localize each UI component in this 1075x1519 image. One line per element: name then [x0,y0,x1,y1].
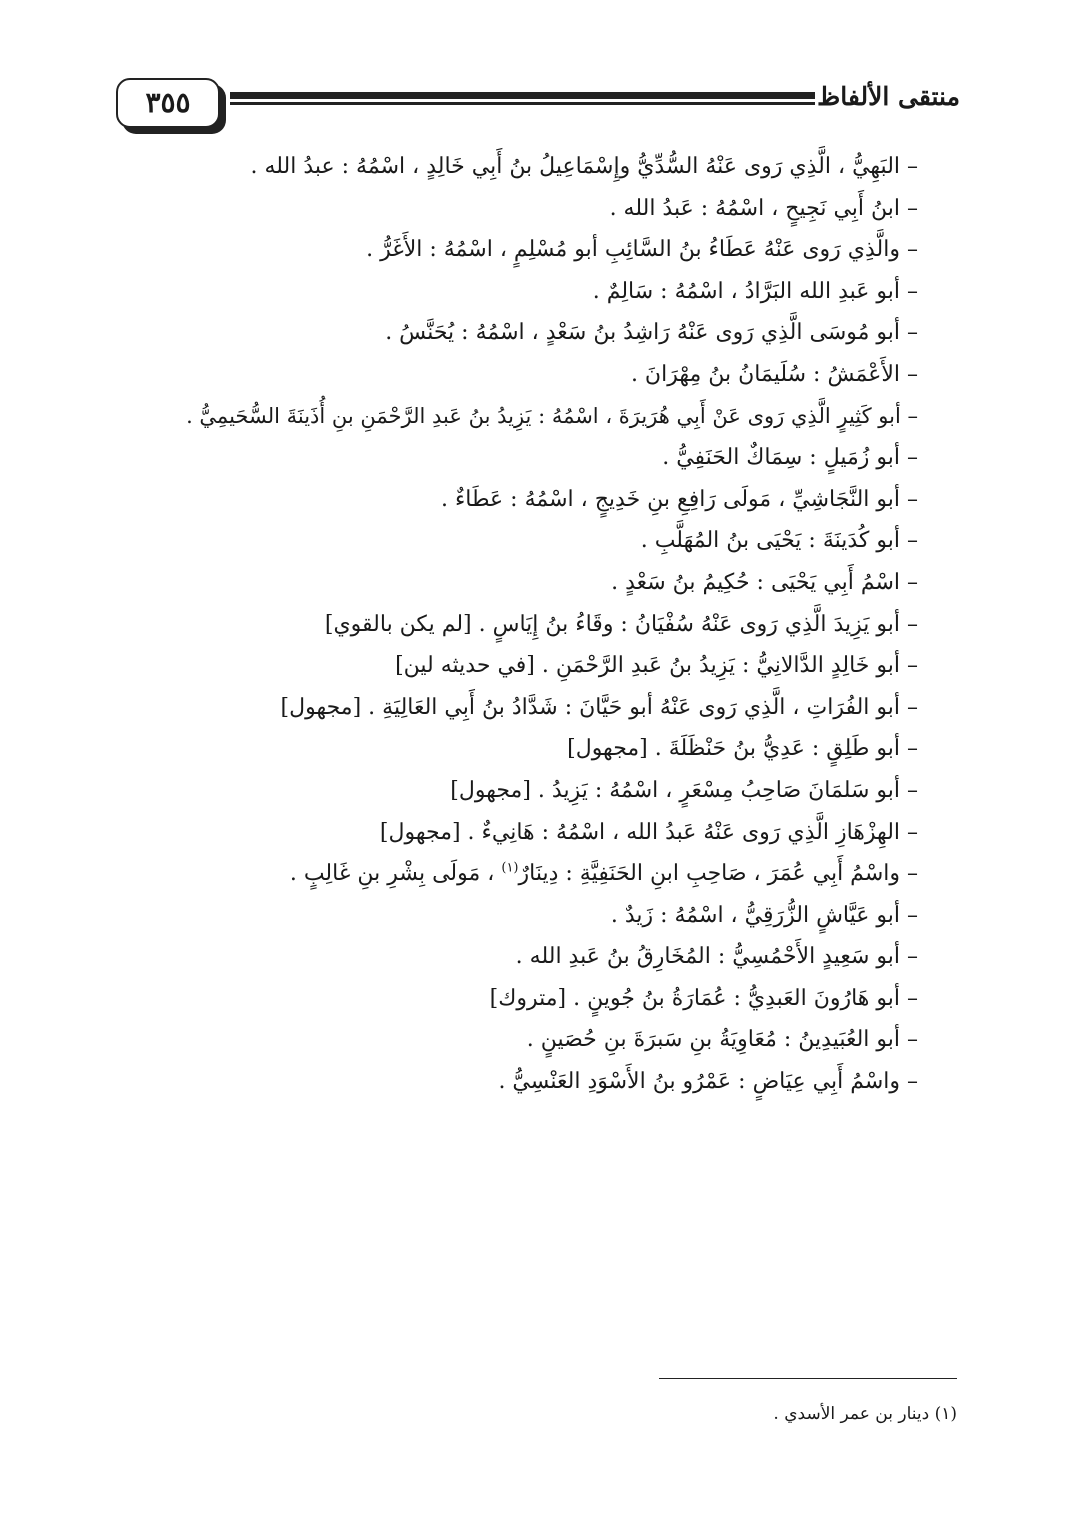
narrator-entry: – أبو سَلمَانَ صَاحِبُ مِسْعَرٍ ، اسْمُهُ : يَزِيدُ . [مجهول] [450,777,918,803]
page-number: ٣٥٥ [116,78,220,128]
page-header [108,70,960,132]
narrator-entry: – أبو سَعِيدٍ الأَحْمُسِيُّ : المُخَارِقُ بنُ عَبدِ الله . [515,944,918,970]
narrator-entry: – أبو خَالِدٍ الدَّالانِيُّ : يَزِيدُ بنُ عَبدِ الرَّحْمَنِ . [في حديثه لين] [395,653,918,679]
narrator-entry: – أبو كُدَينَةَ : يَحْيَى بنُ المُهَلَّبِ . [640,528,918,554]
narrator-entry: – أبو كَثِيرٍ الَّذِي رَوى عَنْ أَبِي هُرَيرَةَ ، اسْمُهُ : يَزِيدُ بنُ عَبدِ الرَّحْمَنِ بنِ أُذَينَةَ السُّحَيمِيُّ . [186,403,918,428]
footnote-reference: (١) [501,860,519,876]
header-rule [230,92,815,105]
narrator-entry: – أبو عَيَّاشٍ الزُّرَقِيُّ ، اسْمُهُ : زَيدٌ . [610,902,918,928]
narrator-entry: – الأَعْمَشُ : سُلَيمَانُ بنُ مِهْرَانَ . [630,361,918,387]
footnote-separator [659,1378,957,1379]
narrator-entry: – أبو العُبَيدِينُ : مُعَاوِيَةُ بنِ سَبرَةَ بنِ حُصَينٍ . [526,1027,918,1053]
narrator-entry: – أبو يَزِيدَ الَّذِي رَوى عَنْهُ سُفْيَانُ : وقَاءُ بنُ إِيَاسٍ . [لم يكن بالقوي] [324,611,918,637]
narrator-entry: – أبو الفُرَاتِ ، الَّذِي رَوى عَنْهُ أبو حَيَّانَ : شَدَّادُ بنُ أَبِي العَالِيَةِ . [مجهول] [280,694,918,720]
narrator-entry: – واسْمُ أَبِي عِيَاضٍ : عَمْرُو بنُ الأَسْوَدِ العَنْسِيُّ . [498,1069,918,1095]
footnote: (١) دينار بن عمر الأسدي . [773,1404,957,1424]
header-rule-thick [230,92,815,99]
narrator-entry: – أبو عَبدِ الله البَرَّادُ ، اسْمُهُ : سَالِمٌ . [592,278,918,304]
narrator-entry: – أبو مُوسَى الَّذِي رَوى عَنْهُ رَاشِدُ بنُ سَعْدٍ ، اسْمُهُ : يُحَنَّسُ . [385,320,918,346]
header-rule-thin [230,102,815,105]
narrator-entry: – الهِزْهَازِ الَّذِي رَوى عَنْهُ عَبدُ الله ، اسْمُهُ : هَانِيءٌ . [مجهول] [379,819,918,845]
narrator-entry: – ابنُ أَبِي نَجِيحٍ ، اسْمُهُ : عَبدُ الله . [609,195,918,221]
narrator-entry: – أبو النَّجَاشِيِّ ، مَولَى رَافِعِ بنِ خَدِيجٍ ، اسْمُهُ : عَطَاءٌ . [440,486,918,512]
narrator-entry: – البَهِيُّ ، الَّذِي رَوى عَنْهُ السُّدِّيُّ وإِسْمَاعِيلُ بنُ أَبِي خَالِدٍ ، اسْمُهُ : عبدُ الله . [250,154,918,179]
narrator-entry: – أبو هَارُونَ العَبدِيُّ : عُمَارَةُ بنُ جُوينٍ . [متروك] [489,985,918,1011]
narrator-entry: – أبو طَلِقٍ : عَدِيُّ بنُ حَنْظَلَةَ . [مجهول] [567,736,918,762]
narrator-entry: – واسْمُ أَبِي عُمَرَ ، صَاحِبِ ابنِ الحَنَفِيَّةِ : دِينَارٌ$^{(١)}$ ، مَولَى بِشْرِ بنِ غَالِبٍ . [289,860,918,887]
narrator-entry: – والَّذِي رَوى عَنْهُ عَطَاءُ بنُ السَّائِبِ أبو مُسْلِمٍ ، اسْمُهُ : الأَغَرُّ . [366,237,918,263]
narrator-list [138,146,918,1103]
narrator-entry: – اسْمُ أَبِي يَحْيَى : حُكِيمُ بنُ سَعْدٍ . [611,569,918,595]
narrator-entry: – أبو زُمَيلٍ : سِمَاكٌ الحَنَفِيُّ . [662,445,918,471]
book-title: منتقى الألفاظ [817,82,960,111]
